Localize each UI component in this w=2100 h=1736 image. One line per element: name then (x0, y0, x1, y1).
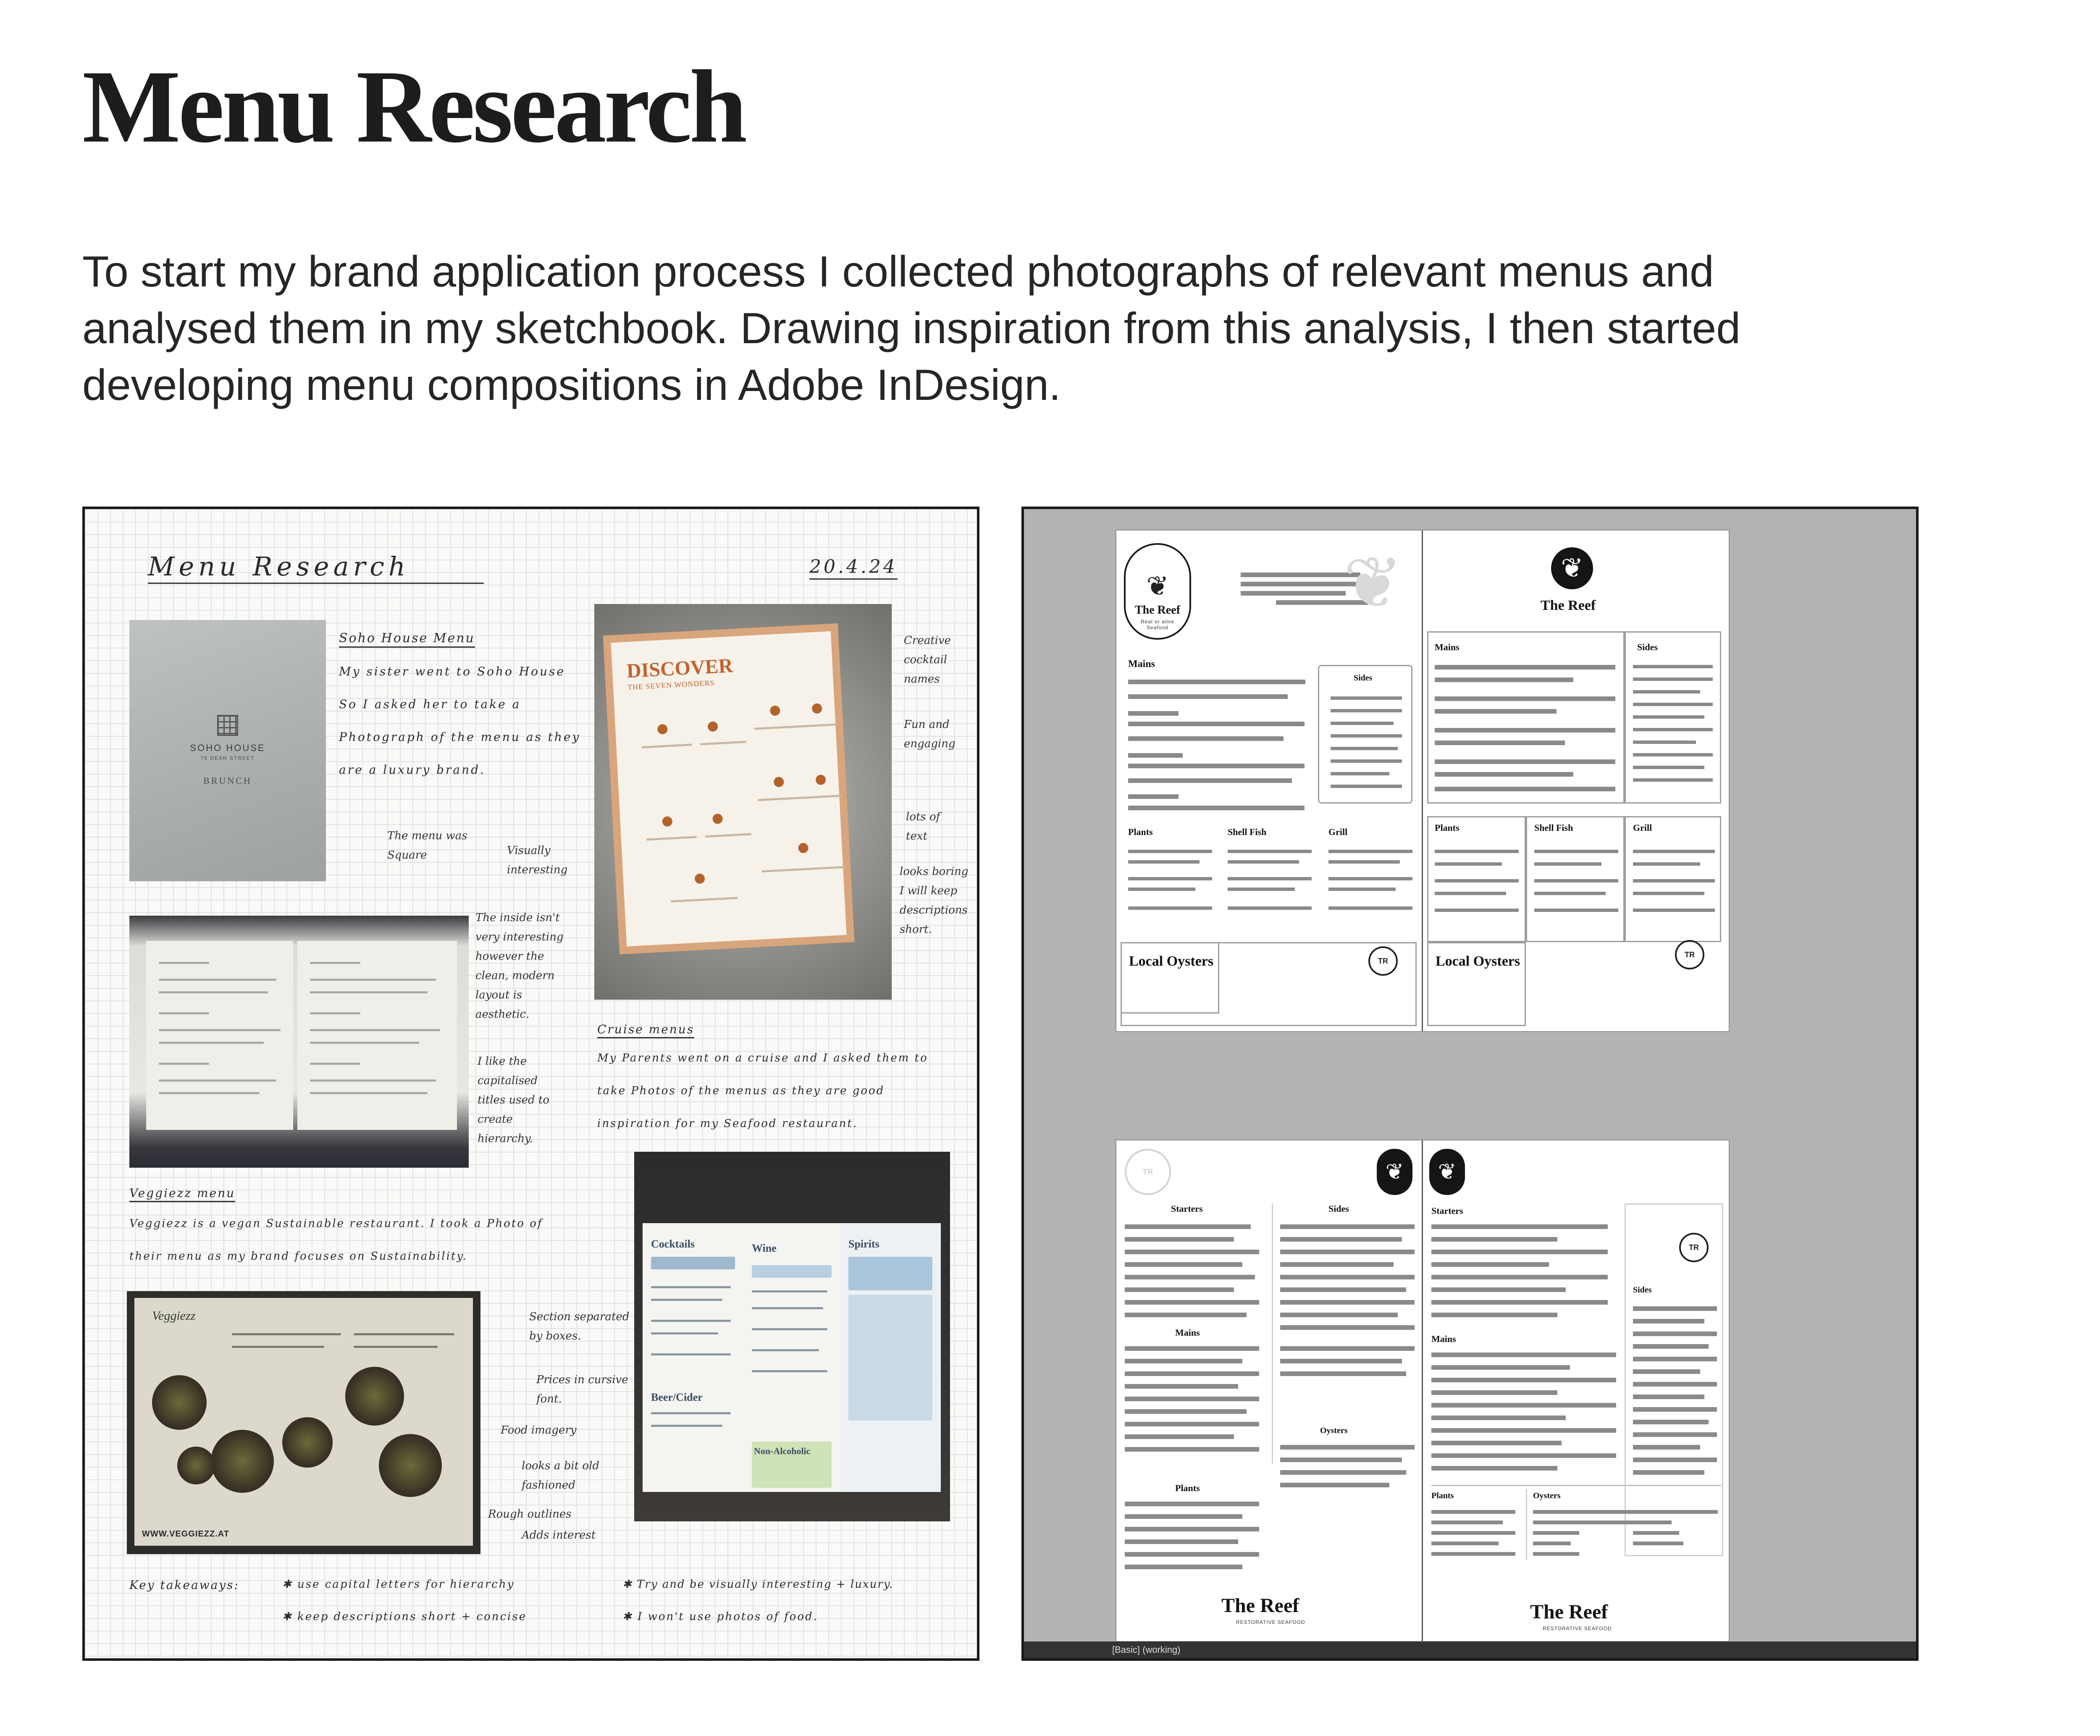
sketchbook-heading: Menu Research (148, 551, 484, 584)
soho-house-inside-photo (129, 916, 469, 1168)
heading-grill: Grill (1633, 822, 1652, 833)
spread-1-right-page (1423, 531, 1728, 1031)
reef-brand-name: The Reef (1134, 604, 1181, 617)
veggiezz-heading: Veggiezz menu (129, 1186, 235, 1202)
reef-tagline: RESTORATIVE SEAFOOD (1543, 1626, 1612, 1631)
heading-grill: Grill (1328, 827, 1348, 837)
indesign-status-bar (1024, 1641, 1916, 1658)
note-adds-interest: Adds interest (522, 1529, 596, 1542)
page-title: Menu Research (82, 49, 745, 164)
cruise-beer-header: Beer/Cider (651, 1391, 703, 1403)
indesign-status-text: [Basic] (working) (1112, 1644, 1181, 1655)
reef-oval-tagline: Real or alive Seafood (1141, 619, 1174, 630)
note-capitalised: I like the capitalised titles used to create hierarchy. (478, 1055, 550, 1145)
heading-oysters: Oysters (1533, 1491, 1561, 1500)
sketchbook-page-image (82, 507, 979, 1661)
coral-icon: ❦ (1146, 571, 1169, 601)
cruise-cocktails-header: Cocktails (651, 1238, 695, 1250)
cruise-wine-header: Wine (752, 1242, 777, 1254)
spread-2-left-page (1116, 1140, 1423, 1641)
heading-plants: Plants (1128, 827, 1153, 837)
heading-mains: Mains (1175, 1327, 1200, 1338)
veggiezz-menu-photo (127, 1291, 480, 1554)
intro-line: analysed them in my sketchbook. Drawing inspiration from this analysis, I then started (82, 304, 1741, 353)
cruise-drinks-menu-photo (634, 1152, 950, 1521)
menu-spread-2 (1116, 1140, 1729, 1641)
reef-brand-name: The Reef (1221, 1594, 1299, 1617)
soho-photo-label: BRUNCH (203, 775, 252, 786)
note-looks-boring: looks boring I will keep descriptions short. (900, 865, 969, 936)
takeaway-item: ✱ I won't use photos of food. (622, 1610, 818, 1623)
intro-line: developing menu compositions in Adobe InDesign. (82, 361, 1061, 410)
sketchbook-date: 20.4.24 (809, 556, 898, 580)
takeaways-label: Key takeaways: (129, 1578, 239, 1592)
heading-plants: Plants (1431, 1491, 1454, 1500)
heading-local-oysters: Local Oysters (1129, 953, 1214, 969)
coral-icon: ❦ (1551, 547, 1593, 589)
menu-spread-1 (1116, 531, 1729, 1031)
discover-menu-photo (594, 604, 892, 1000)
heading-starters: Starters (1431, 1205, 1463, 1216)
takeaway-item: ✱ Try and be visually interesting + luxury. (622, 1578, 894, 1591)
soho-photo-sub: 76 DEAN STREET (200, 755, 255, 761)
heading-sides: Sides (1637, 642, 1658, 652)
veggiezz-brand: Veggiezz (152, 1309, 196, 1323)
note-food-imagery: Food imagery (501, 1424, 577, 1437)
soho-house-logo-icon (217, 715, 238, 736)
note-lots-of-text: lots of text (906, 811, 940, 843)
cruise-heading: Cruise menus (597, 1022, 694, 1038)
reef-seal-faint-icon: TR (1125, 1149, 1171, 1195)
discover-subtitle: THE SEVEN WONDERS (627, 678, 715, 692)
soho-text-line: are a luxury brand. (339, 763, 486, 777)
heading-shellfish: Shell Fish (1228, 827, 1267, 837)
intro-line: To start my brand application process I collected photographs of relevant menus and (82, 247, 1714, 296)
soho-house-cover-photo (129, 620, 326, 881)
coral-icon: ❦ (1429, 1149, 1465, 1195)
heading-mains: Mains (1128, 659, 1155, 670)
note-rough-outlines: Rough outlines (488, 1508, 572, 1521)
heading-plants: Plants (1175, 1483, 1200, 1493)
cruise-nonalcoholic-header: Non-Alcoholic (754, 1446, 811, 1456)
veggiezz-text-line: their menu as my brand focuses on Sustainability. (129, 1250, 467, 1263)
coral-icon: ❦ (1377, 1149, 1412, 1195)
soho-text-line: Photograph of the menu as they (339, 730, 581, 744)
cruise-text-line: My Parents went on a cruise and I asked them to (597, 1052, 928, 1064)
reef-seal-icon: TR (1675, 940, 1704, 969)
intro-paragraph (82, 244, 1972, 414)
cruise-spirits-header: Spirits (848, 1238, 879, 1250)
soho-heading: Soho House Menu (339, 631, 475, 648)
soho-text-line: My sister went to Soho House (339, 664, 565, 678)
cruise-text-line: inspiration for my Seafood restaurant. (597, 1117, 858, 1130)
indesign-compositions-image (1021, 507, 1919, 1661)
soho-photo-name: SOHO HOUSE (190, 743, 265, 753)
heading-mains: Mains (1431, 1334, 1456, 1344)
note-visually-interesting: Visually interesting (507, 844, 568, 876)
reef-brand-name: The Reef (1541, 598, 1596, 613)
note-fun: Fun and engaging (904, 718, 956, 750)
takeaway-item: ✱ keep descriptions short + concise (282, 1610, 527, 1623)
heading-sides: Sides (1633, 1285, 1652, 1295)
cruise-text-line: take Photos of the menus as they are good (597, 1085, 885, 1097)
veggiezz-url: WWW.VEGGIEZZ.AT (142, 1529, 229, 1539)
takeaway-item: ✱ use capital letters for hierarchy (282, 1578, 515, 1591)
reef-seal-icon: TR (1679, 1233, 1709, 1262)
spread-1-left-page (1116, 531, 1423, 1031)
heading-plants: Plants (1435, 822, 1460, 833)
note-prices: Prices in cursive font. (536, 1374, 628, 1405)
heading-starters: Starters (1171, 1203, 1203, 1214)
reef-brand-name: The Reef (1530, 1601, 1608, 1623)
reef-logo-oval (1124, 543, 1191, 640)
soho-text-line: So I asked her to take a (339, 697, 521, 711)
reef-tagline: RESTORATIVE SEAFOOD (1236, 1619, 1305, 1625)
heading-sides: Sides (1354, 673, 1373, 683)
spread-2-right-page (1423, 1140, 1728, 1641)
note-sections: Section separated by boxes. (529, 1311, 630, 1342)
reef-seal-icon: TR (1368, 946, 1398, 976)
discover-title: DISCOVER (626, 654, 734, 683)
heading-shellfish: Shell Fish (1534, 822, 1573, 833)
heading-local-oysters: Local Oysters (1436, 953, 1520, 969)
note-square: The menu was Square (387, 830, 467, 861)
heading-mains: Mains (1435, 642, 1460, 652)
veggiezz-text-line: Veggiezz is a vegan Sustainable restaurant. I took a Photo of (129, 1217, 543, 1230)
coral-outline-icon: ❦ (1343, 543, 1403, 623)
note-inside: The inside isn't very interesting however the clean, modern layout is aesthetic. (475, 911, 564, 1021)
note-creative: Creative cocktail names (904, 634, 951, 685)
heading-oysters: Oysters (1320, 1426, 1348, 1435)
heading-sides: Sides (1328, 1203, 1349, 1214)
note-old-fashioned: looks a bit old fashioned (522, 1460, 600, 1492)
